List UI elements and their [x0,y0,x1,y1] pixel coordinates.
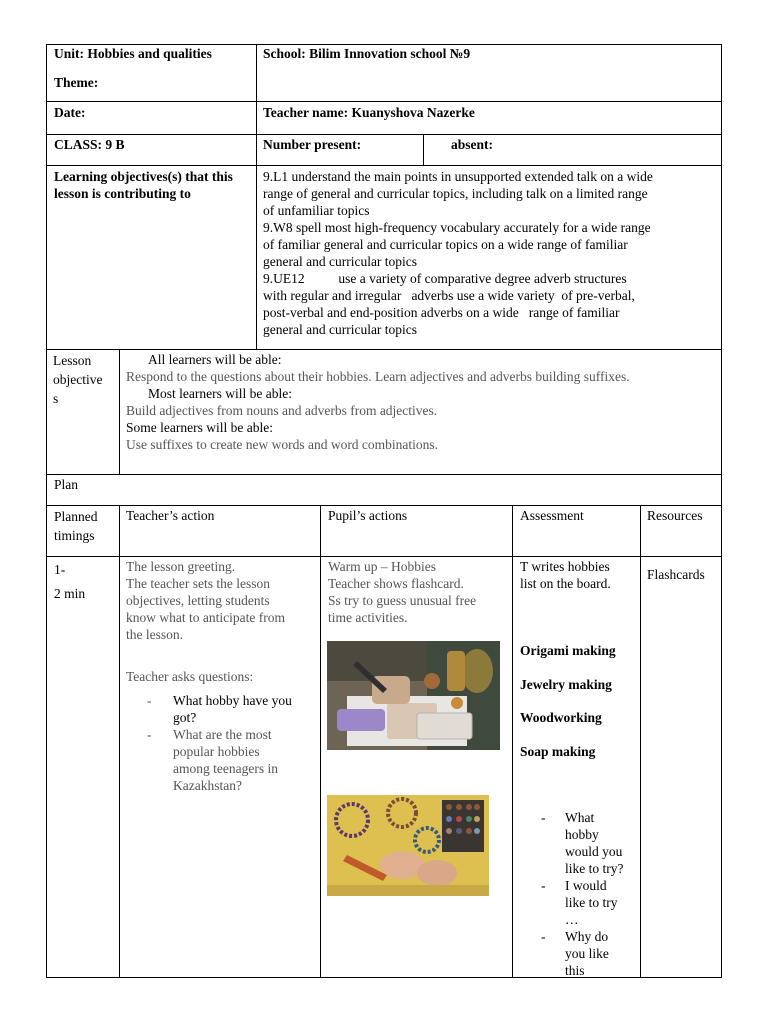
col-header-resources: Resources [647,508,703,523]
pupil-action-cell [328,558,510,626]
col-header-teacher: Teacher’s action [126,508,215,523]
soap-making-image [327,641,500,750]
objective-line: of unfamiliar topics [263,203,370,218]
question-line: hobby [565,827,599,842]
most-learners-text: Build adjectives from nouns and adverbs from adjectives. [126,403,438,418]
resources-flashcards: Flashcards [647,567,705,582]
absent-label: absent: [451,137,494,152]
table-border-right [721,44,722,978]
dash-bullet: - [147,727,152,742]
objective-line: post-verbal and end-position adverbs on a wide range of familiar [263,305,620,320]
objective-line: general and curricular topics [263,254,418,269]
teacher-action-cell [126,558,318,685]
col-divider [119,349,120,475]
objective-line: of familiar general and curricular topics on a wide range of familiar [263,237,628,252]
col-header-pupil: Pupil’s actions [328,508,408,523]
dash-bullet: - [541,878,546,893]
row-divider [46,349,722,350]
question-line: What are the most [173,727,272,742]
col-divider [320,505,321,978]
question-line: this [565,963,585,978]
dash-bullet: - [541,810,546,825]
assessment-question-item [541,928,639,979]
teacher-question-item [147,692,317,726]
hobby-item: Origami making [520,643,616,658]
question-line: popular hobbies [173,744,260,759]
teacher-name: Teacher name: Kuanyshova Nazerke [263,105,475,120]
all-learners-text: Respond to the questions about their hobbies. Learn adjectives and adverbs building suffixes. [126,369,630,384]
objective-line: range of general and curricular topics, including talk on a limited range [263,186,648,201]
dash-bullet: - [541,929,546,944]
plan-label: Plan [54,477,79,492]
dash-bullet: - [147,693,152,708]
label-line: Lesson [53,353,92,368]
some-learners-heading: Some learners will be able: [126,420,273,435]
most-learners-heading: Most learners will be able: [148,386,292,401]
objective-line: general and curricular topics [263,322,418,337]
col-divider [256,44,257,350]
col-header-timings: Planned timings [54,509,98,543]
number-present-label: Number present: [263,137,362,152]
question-line: like to try? [565,861,624,876]
objective-line: 9.W8 spell most high-frequency vocabulary accurately for a wide range [263,220,651,235]
pupil-line: Warm up – Hobbies [328,559,437,574]
timing-line: 1- [54,562,66,577]
teacher-questions-list [147,692,317,794]
unit-label: Unit: Hobbies and qualities [54,46,212,61]
row-divider [46,165,722,166]
row-divider [46,474,722,475]
teacher-line: The lesson greeting. [126,559,236,574]
row-divider [46,556,722,557]
question-line: … [565,912,579,927]
label-line: objective [53,372,103,387]
unit-cell [54,45,254,91]
hobby-item: Woodworking [520,710,602,725]
teacher-line: The teacher sets the lesson [126,576,270,591]
pupil-line: time activities. [328,610,408,625]
theme-label: Theme: [54,75,99,90]
question-line: I would [565,878,607,893]
assessment-questions [541,809,639,979]
table-border-left [46,44,47,978]
question-line: you like [565,946,609,961]
col-divider [119,505,120,978]
col-header-assessment: Assessment [520,508,584,523]
school-cell [263,45,713,62]
question-line: What [565,810,595,825]
teacher-line: objectives, letting students [126,593,270,608]
timing-cell [54,558,85,606]
row-divider [46,101,722,102]
row-divider [46,505,722,506]
learning-objectives-text [263,168,719,338]
hobby-list [520,642,638,760]
question-line: got? [173,710,197,725]
lesson-objectives-label [53,351,117,408]
question-line: would you [565,844,623,859]
objective-line: 9.UE12 use a variety of comparative degree adverb structures [263,271,627,286]
question-line: Kazakhstan? [173,778,242,793]
teacher-questions-intro: Teacher asks questions: [126,669,254,684]
assessment-question-item [541,877,639,928]
timing-line: 2 min [54,586,86,601]
hobby-item: Soap making [520,744,596,759]
col-divider [423,134,424,166]
all-learners-heading: All learners will be able: [148,352,282,367]
school-label: School: Bilim Innovation school №9 [263,46,471,61]
row-divider [46,134,722,135]
teacher-question-item [147,726,317,794]
assessment-line: list on the board. [520,576,611,591]
question-line: Why do [565,929,609,944]
jewelry-making-image [327,795,489,896]
col-divider [512,505,513,978]
soap-making-photo [327,641,500,750]
teacher-line: know what to anticipate from [126,610,285,625]
pupil-line: Ss try to guess unusual free [328,593,477,608]
some-learners-text: Use suffixes to create new words and word combinations. [126,437,439,452]
question-line: like to try [565,895,618,910]
teacher-line: the lesson. [126,627,183,642]
label-line: s [53,391,59,406]
assessment-cell [520,558,638,592]
question-line: What hobby have you [173,693,292,708]
learning-objectives-label: Learning objectives(s) that this lesson is contributing to [54,169,233,201]
assessment-line: T writes hobbies [520,559,610,574]
assessment-question-item [541,809,639,877]
lesson-objectives-text [126,351,718,453]
pupil-line: Teacher shows flashcard. [328,576,464,591]
objective-line: 9.L1 understand the main points in unsupported extended talk on a wide [263,169,653,184]
jewelry-making-photo [327,795,489,896]
col-divider [640,505,641,978]
question-line: among teenagers in [173,761,278,776]
class-label: CLASS: 9 B [54,137,125,152]
date-label: Date: [54,105,86,120]
hobby-item: Jewelry making [520,677,612,692]
objective-line: with regular and irregular adverbs use a wide variety of pre-verbal, [263,288,635,303]
